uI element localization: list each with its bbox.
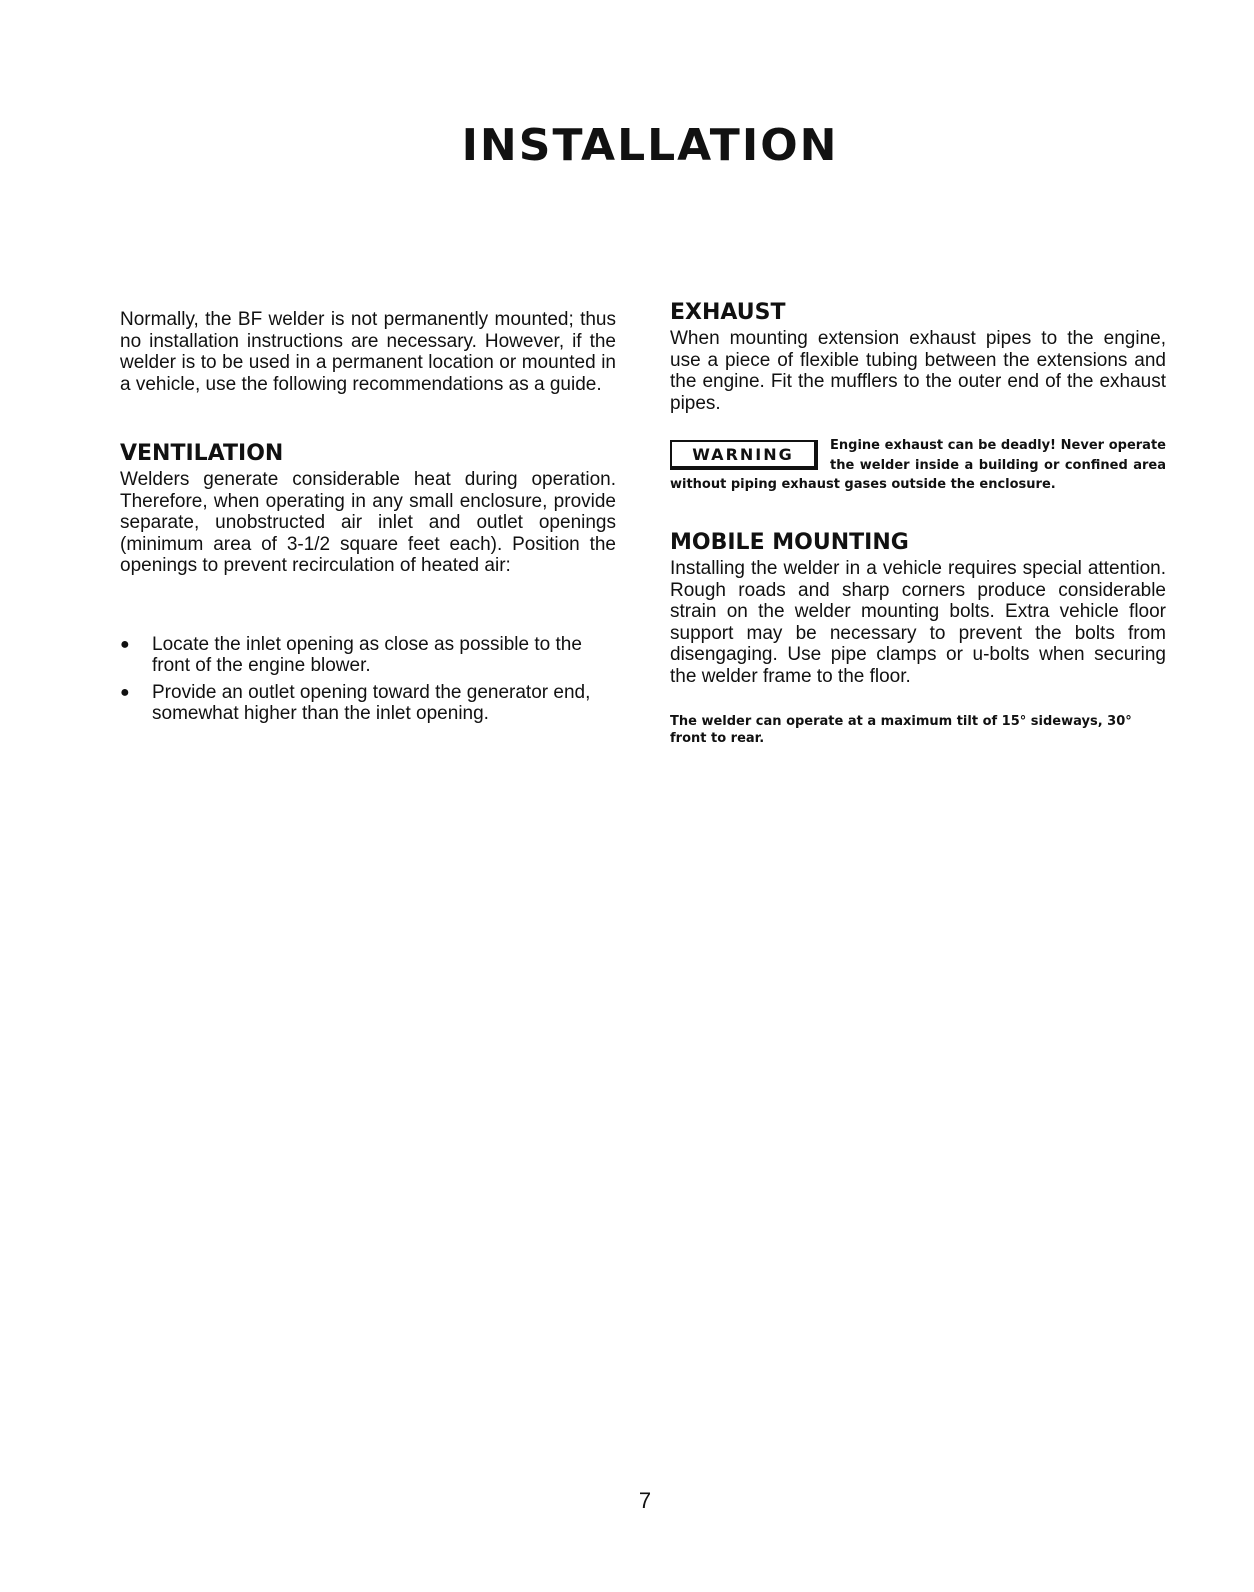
exhaust-paragraph: When mounting extension exhaust pipes to the engine, use a piece of flexible tubing between the extensions and the engine. Fit the mufflers to the outer end of the exhaust pipes. — [670, 328, 1166, 414]
bullet-text: Provide an outlet opening toward the generator end, somewhat higher than the inlet opening. — [152, 681, 591, 724]
bullet-text: Locate the inlet opening as close as possible to the front of the engine blower. — [152, 633, 582, 676]
ventilation-bullet-list — [120, 634, 616, 725]
warning-text: Engine exhaust can be deadly! Never operate the welder inside a building or confined area without piping exhaust gases outside the enclosure. — [670, 438, 1166, 492]
list-item — [120, 682, 616, 725]
tilt-note: The welder can operate at a maximum tilt of 15° sideways, 30° front to rear. — [670, 714, 1132, 746]
page-title: INSTALLATION — [461, 120, 839, 171]
exhaust-heading: EXHAUST — [670, 300, 786, 325]
right-column — [670, 300, 1166, 760]
left-column — [120, 300, 616, 730]
ventilation-heading: VENTILATION — [120, 441, 284, 466]
ventilation-paragraph: Welders generate considerable heat during operation. Therefore, when operating in any small enclosure, provide separate, unobstructed air inlet and outlet openings (minimum area of 3-1/2 square feet each). Position the openings to prevent recirculation of heated air: — [120, 469, 616, 576]
intro-paragraph: Normally, the BF welder is not permanently mounted; thus no installation instructions are necessary. However, if the welder is to be used in a permanent location or mounted in a vehicle, use the following recommendations as a guide. — [120, 309, 616, 395]
page-number: 7 — [638, 1488, 652, 1513]
mobile-mounting-heading: MOBILE MOUNTING — [670, 530, 909, 555]
list-item — [120, 634, 616, 677]
bullet-icon: ● — [120, 683, 130, 701]
mobile-mounting-paragraph: Installing the welder in a vehicle requires special attention. Rough roads and sharp corners produce considerable strain on the welder mounting bolts. Extra vehicle floor support may be necessary to prevent the bolts from disengaging. Use pipe clamps or u-bolts when securing the welder frame to the floor. — [670, 558, 1166, 687]
warning-badge: WARNING — [670, 440, 818, 470]
warning-block — [670, 436, 1166, 496]
bullet-icon: ● — [120, 635, 130, 653]
